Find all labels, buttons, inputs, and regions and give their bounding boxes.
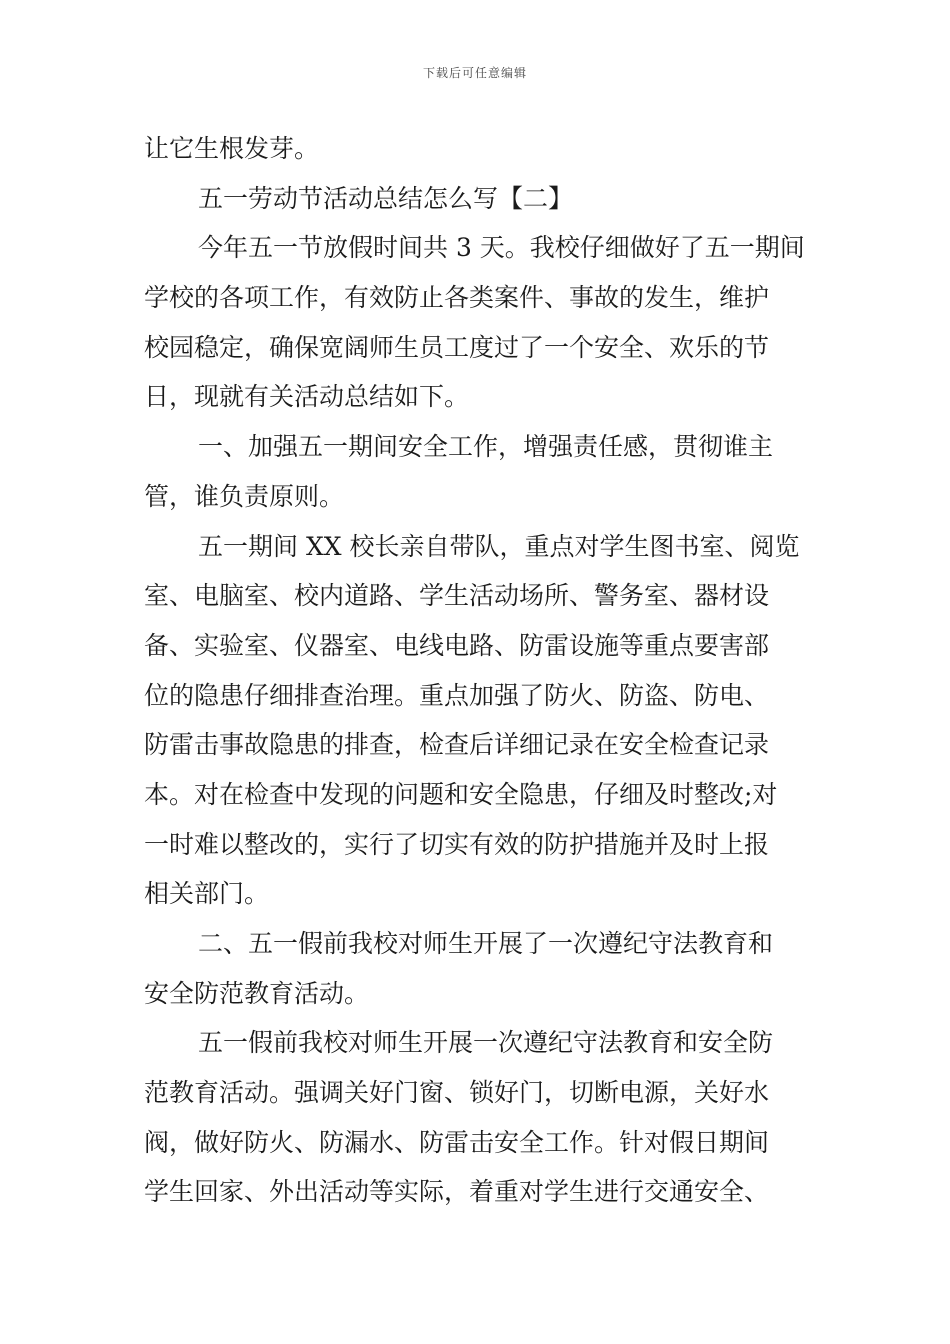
text-line: 五一期间 XX 校长亲自带队，重点对学生图书室、阅览 (198, 531, 800, 561)
text-line: 位的隐患仔细排查治理。重点加强了防火、防盗、防电、 (144, 680, 770, 710)
text-line: 本。对在检查中发现的问题和安全隐患，仔细及时整改;对 (144, 779, 778, 809)
text-line: 相关部门。 (144, 879, 270, 909)
text-line: 学生回家、外出活动等实际，着重对学生进行交通安全、 (144, 1177, 770, 1207)
text-line: 一、加强五一期间安全工作，增强责任感，贯彻谁主 (198, 432, 774, 462)
page-header: 下载后可任意编辑 (422, 66, 527, 80)
text-line: 阀，做好防火、防漏水、防雷击安全工作。针对假日期间 (144, 1127, 770, 1157)
text-line: 一时难以整改的，实行了切实有效的防护措施并及时上报 (144, 829, 770, 859)
document-body (144, 124, 806, 1217)
text-line: 防雷击事故隐患的排查，检查后详细记录在安全检查记录 (144, 730, 770, 760)
text-line: 五一假前我校对师生开展一次遵纪守法教育和安全防 (198, 1028, 774, 1058)
text-line: 日，现就有关活动总结如下。 (144, 382, 470, 412)
text-line: 管，谁负责原则。 (144, 481, 345, 511)
text-line: 备、实验室、仪器室、电线电路、防雷设施等重点要害部 (144, 630, 770, 660)
text-line: 让它生根发芽。 (144, 134, 320, 163)
text-line: 二、五一假前我校对师生开展了一次遵纪守法教育和 (198, 929, 774, 958)
text-line: 今年五一节放假时间共 3 天。我校仔细做好了五一期间 (198, 233, 805, 263)
text-line: 校园稳定，确保宽阔师生员工度过了一个安全、欢乐的节 (144, 332, 770, 362)
text-line: 安全防范教育活动。 (144, 978, 370, 1008)
text-line: 范教育活动。强调关好门窗、锁好门，切断电源，关好水 (144, 1078, 770, 1108)
text-line: 五一劳动节活动总结怎么写【二】 (198, 183, 574, 213)
text-line: 学校的各项工作，有效防止各类案件、事故的发生，维护 (144, 283, 770, 313)
text-line: 室、电脑室、校内道路、学生活动场所、警务室、器材设 (144, 581, 770, 611)
